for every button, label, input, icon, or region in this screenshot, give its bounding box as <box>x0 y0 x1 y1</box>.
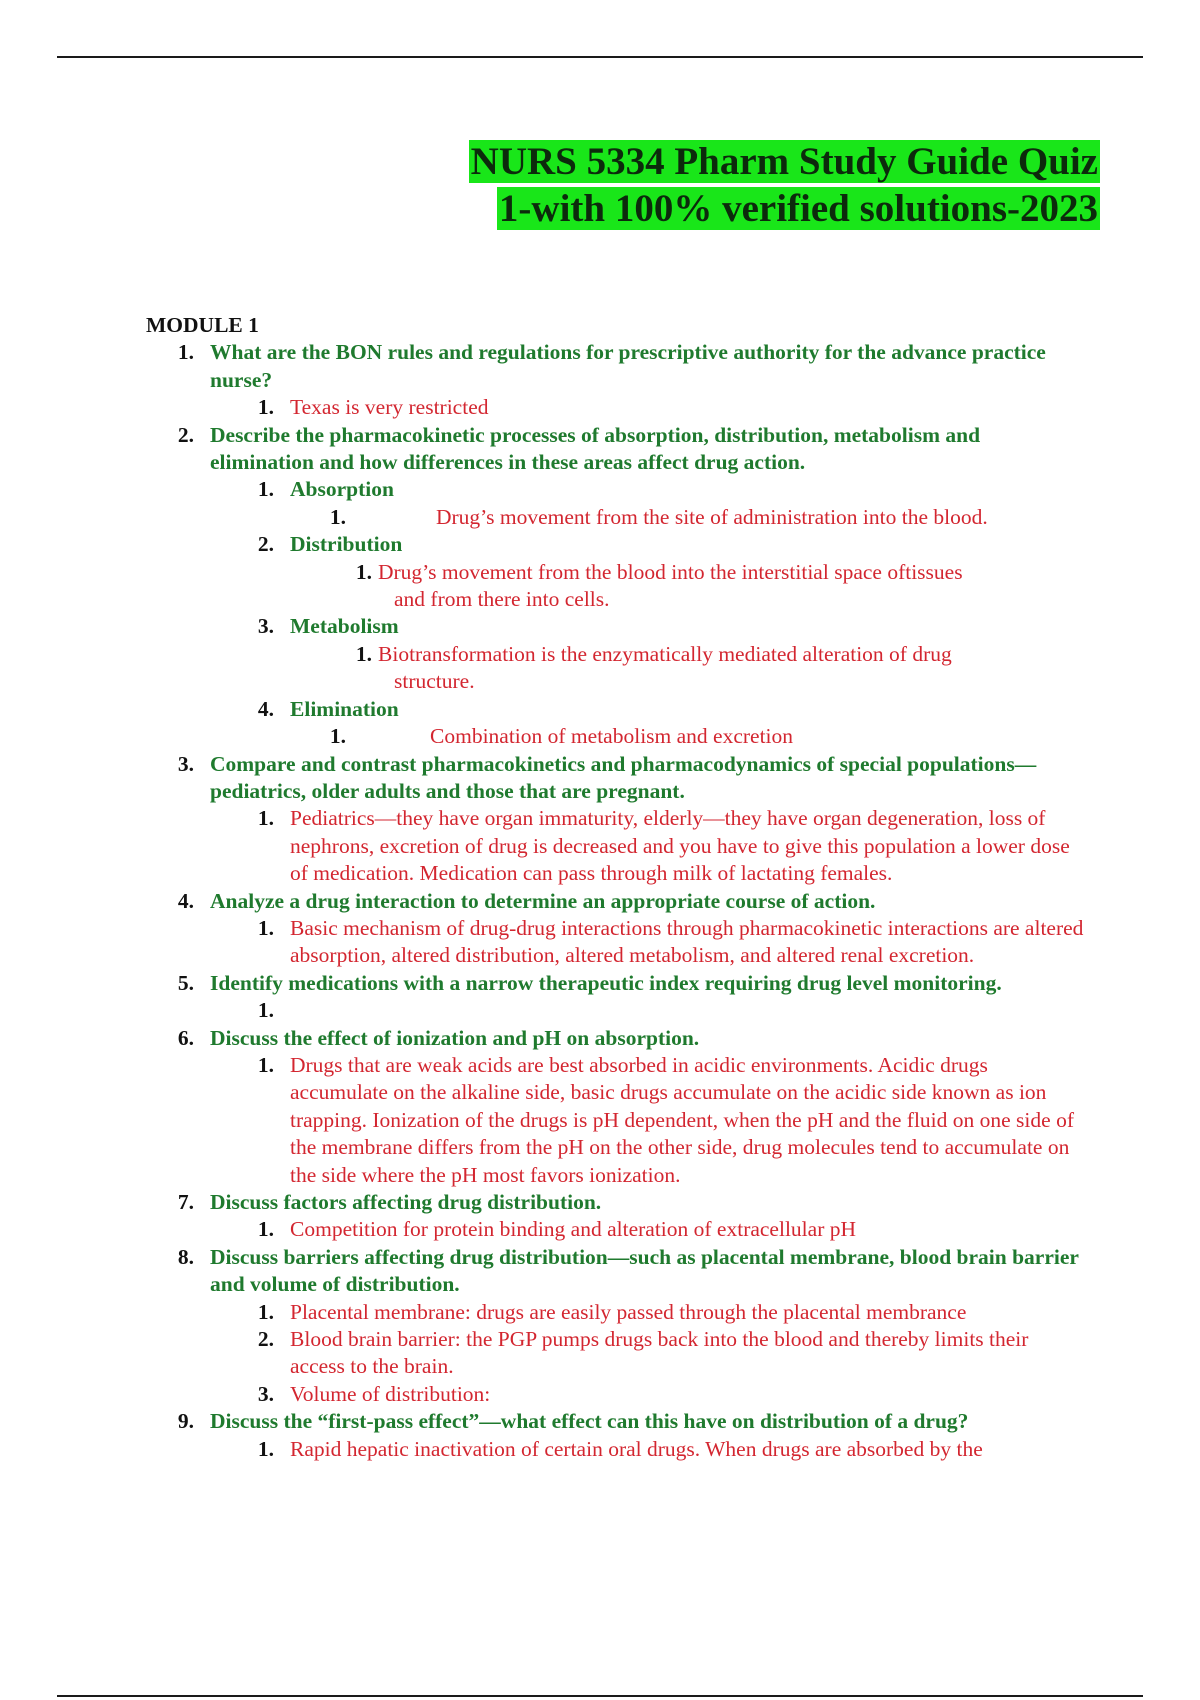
question-text: Discuss factors affecting drug distribution. <box>210 1190 602 1214</box>
answer-text: Blood brain barrier: the PGP pumps drugs back into the blood and thereby limits their access to the brain. <box>290 1327 1029 1379</box>
subtopic-number: 4. <box>257 696 274 721</box>
answer-number: 2. <box>257 1327 274 1352</box>
answer-text <box>290 997 1086 1024</box>
answer-number: 1. <box>257 915 274 940</box>
subtopic-answer <box>146 559 1086 614</box>
subtopic-answer <box>146 504 1086 531</box>
subtopic-label: Distribution <box>290 532 403 557</box>
answer-text: Volume of distribution: <box>290 1381 491 1406</box>
question-8 <box>146 1244 1086 1299</box>
subtopic-number: 3. <box>257 614 274 639</box>
subtopic-label: Absorption <box>290 477 394 502</box>
answer-text: Basic mechanism of drug-drug interactions through pharmacokinetic interactions are altered absorption, altered distribution, altered metabolism, and altered renal excretion. <box>290 915 1084 968</box>
answer-number: 1. <box>329 724 346 749</box>
question-6 <box>146 1025 1086 1052</box>
answer-item <box>146 1216 1086 1243</box>
answer-text: Rapid hepatic inactivation of certain oral drugs. When drugs are absorbed by the <box>290 1436 983 1461</box>
bottom-rule <box>57 1695 1143 1697</box>
subtopic-label: Elimination <box>290 696 399 721</box>
answer-number: 1. <box>355 559 372 584</box>
subtopic-answer <box>146 641 1086 696</box>
subtopic-number: 2. <box>257 532 274 557</box>
title-line-1: NURS 5334 Pharm Study Guide Quiz <box>470 140 1098 183</box>
answer-text: Combination of metabolism and excretion <box>430 724 794 749</box>
answer-item <box>146 915 1086 970</box>
document-title <box>380 138 1100 232</box>
question-text: Compare and contrast pharmacokinetics and pharmacodynamics of special populations—pediatrics, older adults and those that are pregnant. <box>210 751 1037 803</box>
question-text: Identify medications with a narrow therapeutic index requiring drug level monitoring. <box>210 970 1002 995</box>
answer-text: Drug’s movement from the site of administration into the blood. <box>436 504 988 529</box>
question-text: What are the BON rules and regulations for prescriptive authority for the advance practice nurse? <box>210 340 1046 392</box>
question-7 <box>146 1189 1086 1216</box>
answer-item <box>146 1299 1086 1326</box>
question-1 <box>146 339 1086 394</box>
answer-text-line-2: structure. <box>394 669 475 694</box>
question-4 <box>146 888 1086 915</box>
answer-text: Competition for protein binding and alteration of extracellular pH <box>290 1217 857 1242</box>
subtopic-answer <box>146 723 1086 750</box>
answer-text-line-1: Drug’s movement from the blood into the interstitial space oftissues <box>378 559 963 584</box>
subtopic-absorption <box>146 476 1086 503</box>
question-number: 8. <box>177 1244 194 1269</box>
study-guide-content <box>146 312 1086 1463</box>
answer-text-line-1: Biotransformation is the enzymatically mediated alteration of drug <box>378 641 952 666</box>
answer-number: 1. <box>257 395 274 420</box>
subtopic-elimination <box>146 696 1086 723</box>
answer-item <box>146 1381 1086 1408</box>
answer-item <box>146 394 1086 421</box>
subtopic-distribution <box>146 531 1086 558</box>
answer-text: Texas is very restricted <box>290 395 489 420</box>
question-3 <box>146 751 1086 806</box>
subtopic-label: Metabolism <box>290 614 399 639</box>
subtopic-number: 1. <box>257 477 274 502</box>
title-line-2: 1-with 100% verified solutions-2023 <box>498 187 1098 230</box>
question-text: Discuss the “first-pass effect”—what effect can this have on distribution of a drug? <box>210 1409 969 1434</box>
question-number: 4. <box>177 888 194 913</box>
question-9 <box>146 1408 1086 1435</box>
answer-number: 3. <box>257 1381 274 1406</box>
answer-number: 1. <box>257 806 274 831</box>
answer-number: 1. <box>329 504 346 529</box>
question-text: Describe the pharmacokinetic processes of absorption, distribution, metabolism and elimination and how differences in these areas affect drug action. <box>210 422 981 475</box>
question-text: Discuss the effect of ionization and pH on absorption. <box>210 1025 700 1050</box>
answer-text: Drugs that are weak acids are best absorbed in acidic environments. Acidic drugs accumulate on the alkaline side, basic drugs accumulate on the acidic side known as ion trapping. Ionization of the drugs is pH dependent, when the pH and the fluid on one side of the membrane differs from the pH on the other side, drug molecules tend to accumulate on the side where the pH most favors ionization. <box>290 1052 1074 1187</box>
answer-number: 1. <box>257 1052 274 1077</box>
answer-number: 1. <box>257 998 274 1023</box>
question-number: 5. <box>177 970 194 995</box>
answer-item <box>146 997 1086 1024</box>
question-2 <box>146 422 1086 477</box>
question-number: 9. <box>177 1409 194 1434</box>
question-number: 3. <box>177 751 194 776</box>
answer-number: 1. <box>257 1436 274 1461</box>
module-heading: MODULE 1 <box>146 313 259 337</box>
answer-number: 1. <box>257 1299 274 1324</box>
answer-item <box>146 1436 1086 1463</box>
top-rule <box>57 56 1143 58</box>
answer-text: Pediatrics—they have organ immaturity, elderly—they have organ degeneration, loss of nephrons, excretion of drug is decreased and you have to give this population a lower dose of medication. Medication can pass through milk of lactating females. <box>290 806 1070 886</box>
answer-item <box>146 805 1086 887</box>
answer-number: 1. <box>257 1217 274 1242</box>
answer-item <box>146 1326 1086 1381</box>
question-number: 2. <box>177 422 194 447</box>
answer-text-line-2: and from there into cells. <box>394 587 610 612</box>
question-text: Discuss barriers affecting drug distribution—such as placental membrane, blood brain barrier and volume of distribution. <box>210 1244 1079 1297</box>
question-text: Analyze a drug interaction to determine an appropriate course of action. <box>210 888 876 913</box>
question-number: 6. <box>177 1025 194 1050</box>
question-5 <box>146 970 1086 997</box>
answer-item <box>146 1052 1086 1189</box>
answer-number: 1. <box>355 641 372 666</box>
question-number: 1. <box>177 340 194 365</box>
subtopic-metabolism <box>146 613 1086 640</box>
question-number: 7. <box>177 1190 194 1214</box>
answer-text: Placental membrane: drugs are easily passed through the placental membrance <box>290 1299 967 1324</box>
